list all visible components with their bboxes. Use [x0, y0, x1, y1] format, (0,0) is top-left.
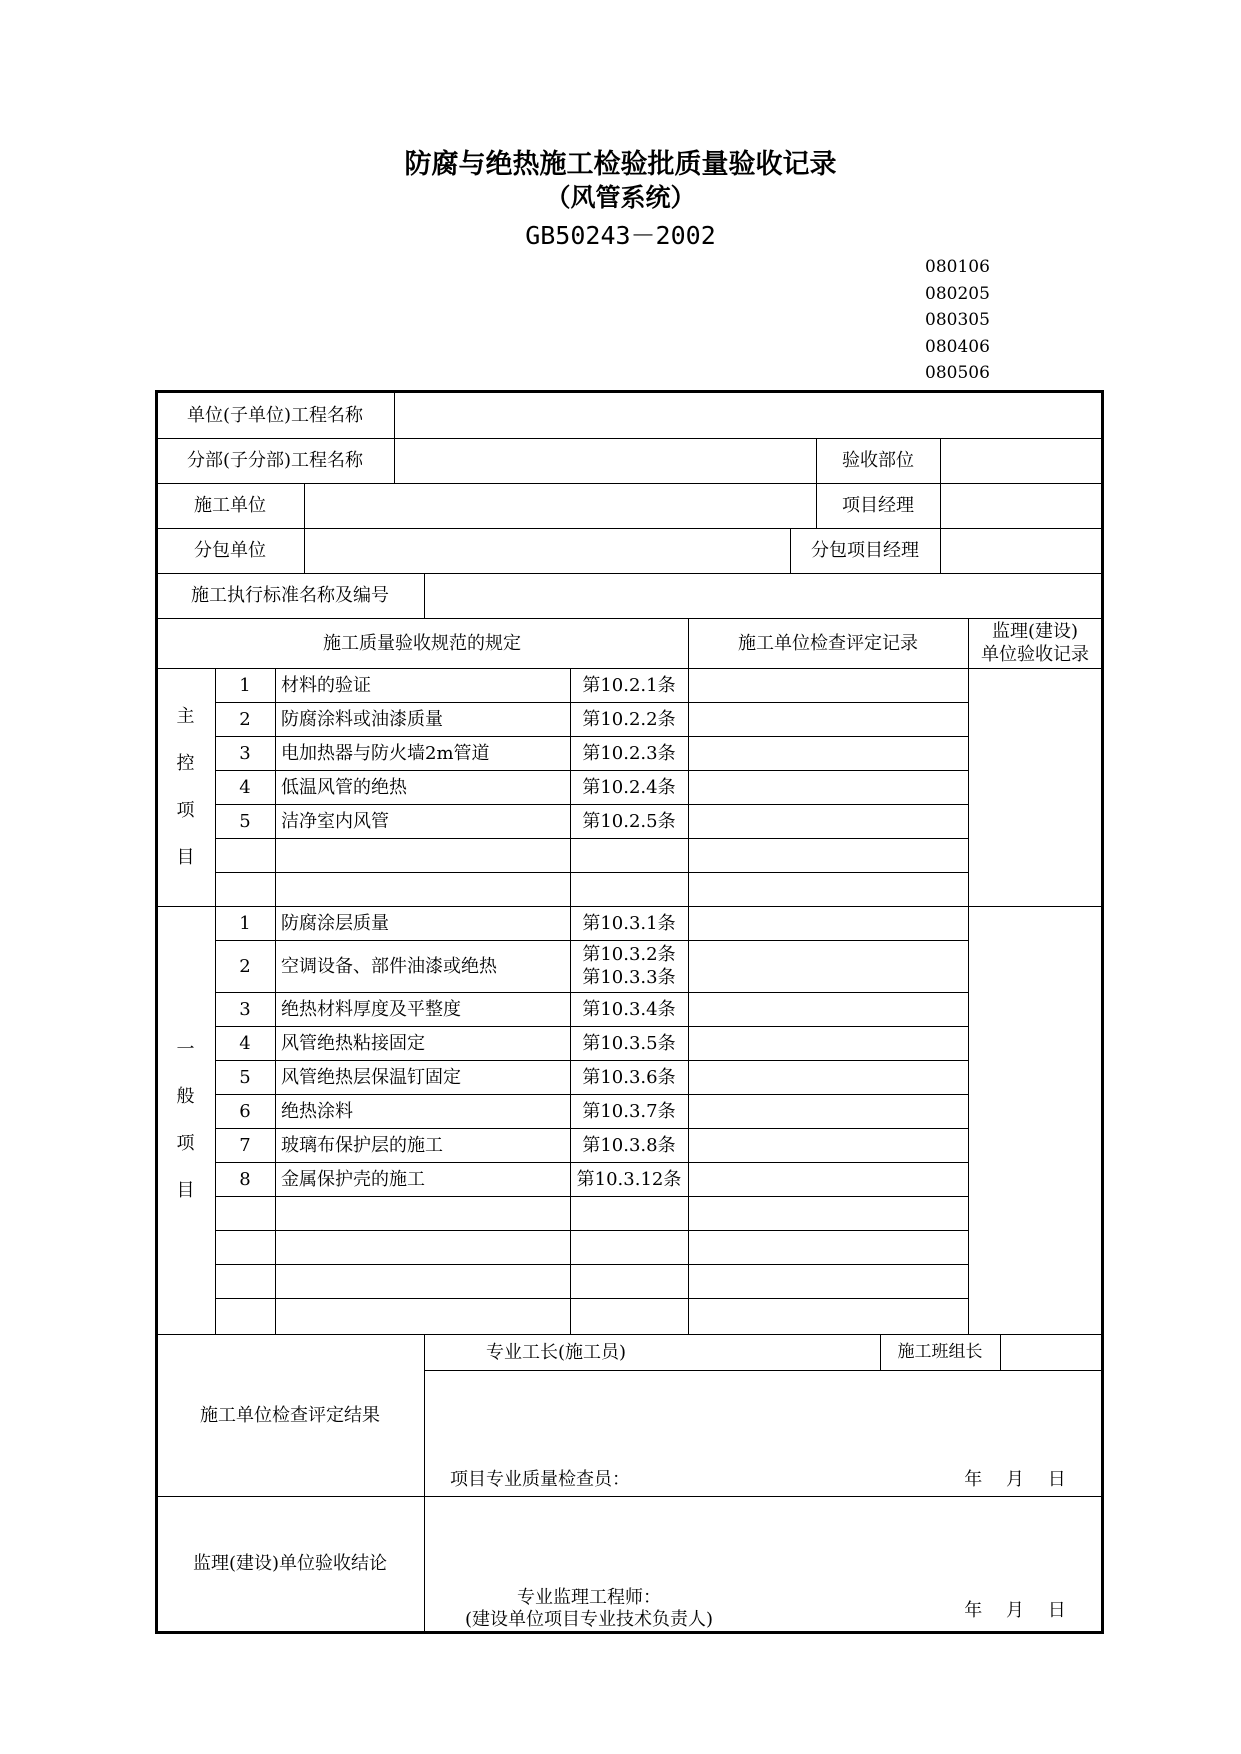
- form-code: 080305: [925, 310, 990, 330]
- sub-project-label: 分部(子分部)工程名称: [186, 450, 364, 471]
- item-clause-line: 第10.3.2条: [582, 944, 676, 965]
- construction-result-label: 施工单位检查评定结果: [200, 1404, 380, 1426]
- item-number: 2: [239, 955, 251, 977]
- item-number: 3: [239, 998, 251, 1020]
- standard-code: GB50243－2002: [525, 221, 716, 250]
- grid-line: [215, 838, 969, 839]
- standard-label: 施工执行标准名称及编号: [191, 585, 389, 606]
- item-clause: 第10.3.6条: [582, 1066, 676, 1088]
- item-clause: 第10.3.7条: [582, 1100, 676, 1122]
- item-clause: 第10.3.12条: [576, 1168, 682, 1190]
- item-clause: 第10.3.5条: [582, 1032, 676, 1054]
- item-number: 4: [239, 1032, 251, 1054]
- grid-line: [215, 1298, 969, 1299]
- item-clause-line: 第10.3.3条: [582, 967, 676, 988]
- grid-line: [940, 438, 941, 574]
- item-name: 空调设备、部件油漆或绝热: [281, 955, 497, 977]
- owner-representative-label: (建设单位项目专业技术负责人): [464, 1609, 714, 1628]
- inspection-date-label: 年 月 日: [964, 1468, 1066, 1490]
- item-name: 电加热器与防火墙2m管道: [281, 742, 490, 764]
- grid-line: [155, 1631, 1104, 1634]
- general-label: [156, 906, 215, 1334]
- item-name: 防腐涂层质量: [281, 912, 389, 934]
- form-title: 防腐与绝热施工检验批质量验收记录: [404, 149, 837, 180]
- item-name: 金属保护壳的施工: [281, 1168, 425, 1190]
- item-clause: 第10.3.1条: [582, 912, 676, 934]
- quality-inspector-label: 项目专业质量检查员：: [450, 1468, 630, 1490]
- item-number: 5: [239, 1066, 251, 1088]
- supervisor-label: 专业监理工程师：: [517, 1586, 661, 1608]
- item-number: 8: [239, 1168, 251, 1190]
- main-control-char: 目: [176, 847, 195, 868]
- item-name: 风管绝热层保温钉固定: [281, 1066, 461, 1088]
- supervision-header-line1: 监理(建设): [991, 621, 1079, 642]
- item-number: 6: [239, 1100, 251, 1122]
- grid-line: [394, 393, 395, 484]
- item-name: 低温风管的绝热: [281, 776, 407, 798]
- main-control-label: [156, 668, 215, 906]
- record-column-header: 施工单位检查评定记录: [738, 632, 918, 654]
- main-control-char: 主: [176, 706, 195, 727]
- item-name: 绝热材料厚度及平整度: [281, 998, 461, 1020]
- item-number: 7: [239, 1134, 251, 1156]
- grid-line: [424, 573, 425, 619]
- acceptance-part-label: 验收部位: [842, 450, 914, 471]
- item-name: 材料的验证: [281, 674, 371, 696]
- subcontract-unit-label: 分包单位: [194, 540, 266, 561]
- grid-line: [968, 618, 969, 1335]
- item-name: 防腐涂料或油漆质量: [281, 708, 443, 730]
- item-clause: 第10.3.4条: [582, 998, 676, 1020]
- item-number: 1: [239, 912, 251, 934]
- item-name: 洁净室内风管: [281, 810, 389, 832]
- item-clause: 第10.2.2条: [582, 708, 676, 730]
- grid-line: [1101, 390, 1104, 1634]
- foreman-label: 专业工长(施工员): [485, 1341, 627, 1363]
- supervision-conclusion-label: 监理(建设)单位验收结论: [192, 1552, 388, 1574]
- grid-line: [215, 1230, 969, 1231]
- team-leader-label: 施工班组长: [897, 1341, 983, 1362]
- item-name: 绝热涂料: [281, 1100, 353, 1122]
- project-manager-label: 项目经理: [842, 495, 914, 516]
- item-clause: 第10.2.5条: [582, 810, 676, 832]
- grid-line: [304, 483, 305, 574]
- item-number: 3: [239, 742, 251, 764]
- item-clause: 第10.2.3条: [582, 742, 676, 764]
- form-code: 080106: [925, 257, 990, 277]
- item-number: 2: [239, 708, 251, 730]
- form-code: 080205: [925, 283, 990, 304]
- general-char: 般: [176, 1086, 195, 1107]
- form-code: 080506: [925, 363, 990, 383]
- form-subtitle: （风管系统）: [545, 183, 696, 212]
- grid-line: [215, 872, 969, 873]
- construction-unit-label: 施工单位: [194, 495, 266, 516]
- grid-line: [688, 618, 689, 1335]
- spec-column-header: 施工质量验收规范的规定: [323, 632, 521, 654]
- supervision-column-header: [968, 618, 1102, 668]
- general-char: 项: [176, 1133, 195, 1154]
- subcontract-manager-label: 分包项目经理: [811, 540, 919, 561]
- form-code: 080406: [925, 336, 990, 357]
- unit-project-label: 单位(子单位)工程名称: [186, 405, 364, 426]
- grid-line: [215, 1264, 969, 1265]
- general-char: 一: [176, 1039, 195, 1060]
- item-number: 5: [239, 810, 251, 832]
- item-number: 4: [239, 776, 251, 798]
- item-clause: 第10.2.1条: [582, 674, 676, 696]
- item-clause: [570, 940, 688, 992]
- item-clause: 第10.2.4条: [582, 776, 676, 798]
- item-number: 1: [239, 674, 251, 696]
- item-clause: 第10.3.8条: [582, 1134, 676, 1156]
- item-name: 风管绝热粘接固定: [281, 1032, 425, 1054]
- main-control-char: 项: [176, 800, 195, 821]
- item-name: 玻璃布保护层的施工: [281, 1134, 443, 1156]
- grid-line: [1000, 1334, 1001, 1371]
- supervision-date-label: 年 月 日: [964, 1599, 1066, 1621]
- main-control-char: 控: [176, 753, 195, 774]
- grid-line: [215, 1196, 969, 1197]
- general-char: 目: [176, 1180, 195, 1201]
- supervision-header-line2: 单位验收记录: [981, 644, 1089, 665]
